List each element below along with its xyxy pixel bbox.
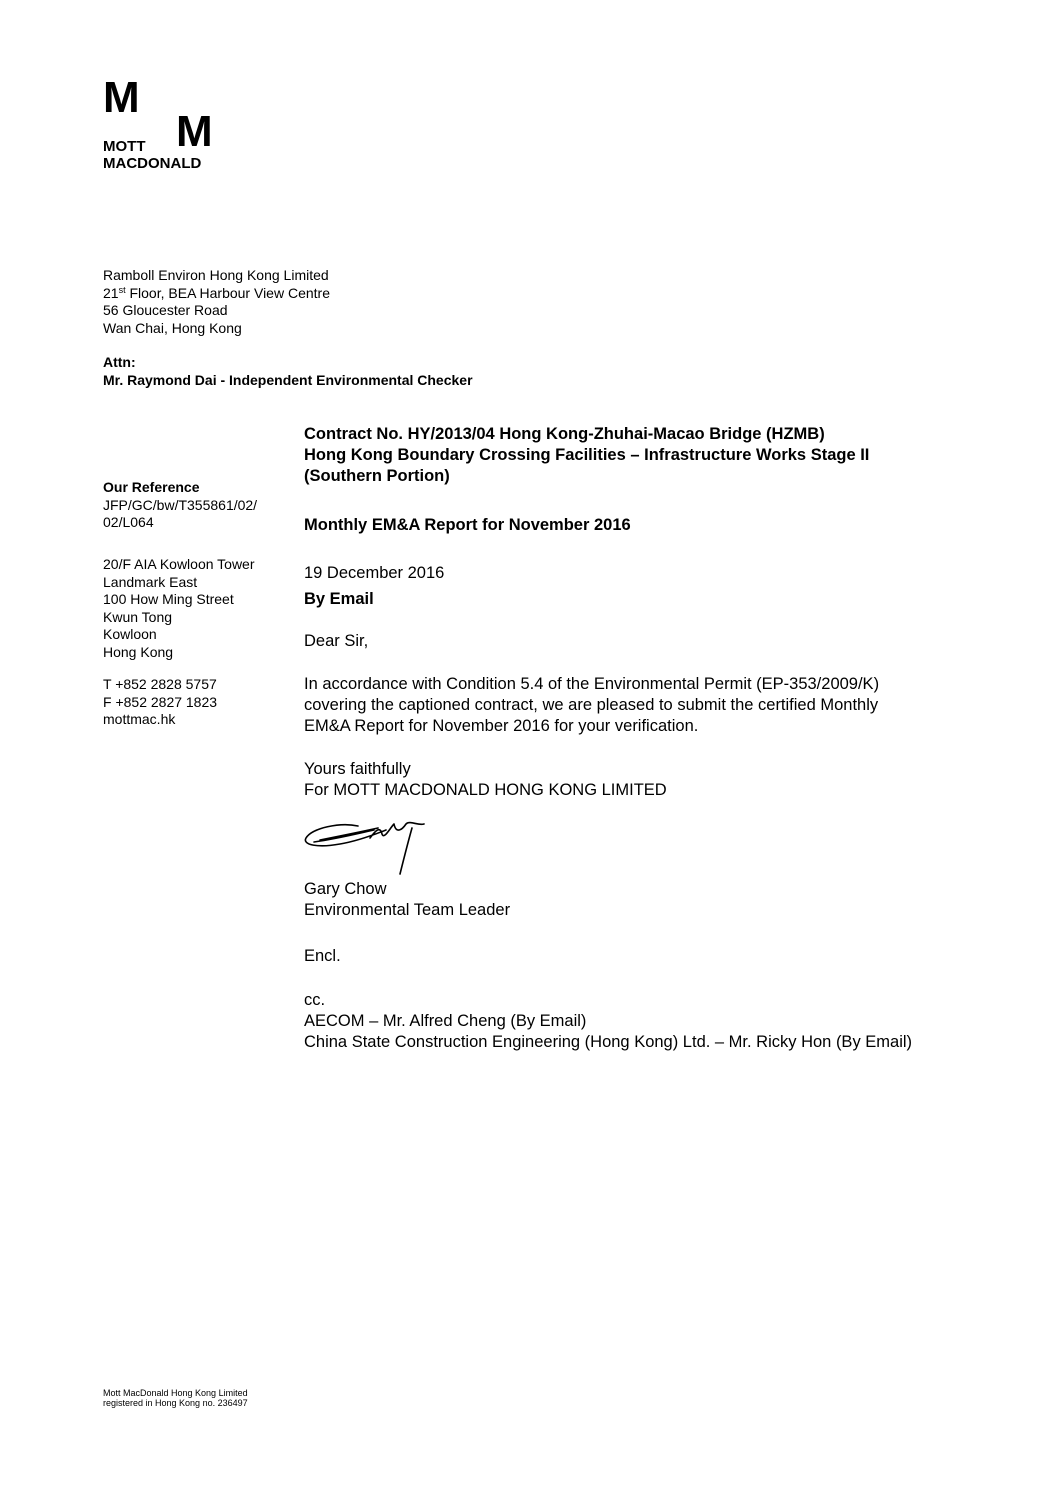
- subject-line: Contract No. HY/2013/04 Hong Kong-Zhuhai-Macao Bridge (HZMB): [304, 425, 825, 443]
- office-line: Landmark East: [103, 573, 198, 590]
- footer-line: Mott MacDonald Hong Kong Limited: [103, 1388, 248, 1398]
- office-line: Hong Kong: [103, 643, 174, 660]
- paragraph-line: In accordance with Condition 5.4 of the Environmental Permit (EP-353/2009/K): [304, 675, 880, 693]
- handwritten-signature: [300, 814, 440, 878]
- floor-rest: Floor, BEA Harbour View Centre: [125, 284, 330, 301]
- attention-block: [103, 354, 473, 389]
- logo-word-macdonald: MACDONALD: [103, 155, 202, 172]
- signer-name: Gary Chow: [304, 880, 387, 898]
- subject-heading: [304, 424, 869, 487]
- reference-value: JFP/GC/bw/T355861/02/: [103, 496, 258, 513]
- logo-letter-bottom: M: [176, 107, 212, 156]
- body-paragraph: [304, 674, 879, 737]
- floor-suffix: st: [118, 284, 126, 295]
- closing: [304, 759, 667, 801]
- enclosure-note: Encl.: [304, 947, 341, 965]
- cc-recipient: China State Construction Engineering (Hong Kong) Ltd. – Mr. Ricky Hon (By Email): [304, 1033, 913, 1051]
- sidebar-office-address: [103, 556, 255, 661]
- attn-name: Mr. Raymond Dai - Independent Environmental Checker: [103, 371, 473, 388]
- reference-value: 02/L064: [103, 514, 154, 530]
- cc-label: cc.: [304, 991, 326, 1009]
- recipient-address: [103, 267, 330, 337]
- report-title: Monthly EM&A Report for November 2016: [304, 516, 631, 534]
- paragraph-line: covering the captioned contract, we are pleased to submit the certified Monthly: [304, 696, 879, 714]
- footer-line: registered in Hong Kong no. 236497: [103, 1398, 248, 1408]
- floor-number: 21: [103, 284, 119, 301]
- office-line: Kowloon: [103, 626, 157, 642]
- fax-number: F +852 2827 1823: [103, 693, 218, 710]
- logo-word-mott: MOTT: [103, 138, 146, 155]
- subject-line: Hong Kong Boundary Crossing Facilities – Infrastructure Works Stage II: [304, 446, 870, 464]
- sidebar-contact: [103, 676, 217, 729]
- company-logo: [103, 73, 223, 176]
- logo-letter-top: M: [103, 73, 139, 122]
- cc-recipient: AECOM – Mr. Alfred Cheng (By Email): [304, 1012, 587, 1030]
- subject-line: (Southern Portion): [304, 467, 450, 485]
- signature-block: [304, 879, 510, 921]
- phone-number: T +852 2828 5757: [103, 676, 217, 692]
- closing-line: For MOTT MACDONALD HONG KONG LIMITED: [304, 781, 667, 799]
- office-line: 20/F AIA Kowloon Tower: [103, 556, 255, 572]
- recipient-line: Wan Chai, Hong Kong: [103, 319, 242, 336]
- recipient-line: 56 Gloucester Road: [103, 302, 228, 318]
- letter-date: 19 December 2016: [304, 564, 445, 582]
- cc-block: [304, 990, 912, 1053]
- reference-label: Our Reference: [103, 479, 200, 495]
- attn-label: Attn:: [103, 354, 136, 370]
- recipient-line: [103, 285, 330, 303]
- sidebar-reference: [103, 479, 257, 532]
- website: mottmac.hk: [103, 711, 176, 727]
- salutation: Dear Sir,: [304, 632, 369, 650]
- closing-line: Yours faithfully: [304, 760, 411, 778]
- recipient-line: Ramboll Environ Hong Kong Limited: [103, 267, 329, 283]
- office-line: Kwun Tong: [103, 608, 173, 625]
- paragraph-line: EM&A Report for November 2016 for your verification.: [304, 717, 699, 735]
- footer-registration: [103, 1388, 248, 1408]
- signer-title: Environmental Team Leader: [304, 901, 511, 919]
- delivery-method: By Email: [304, 590, 374, 608]
- office-line: 100 How Ming Street: [103, 591, 234, 607]
